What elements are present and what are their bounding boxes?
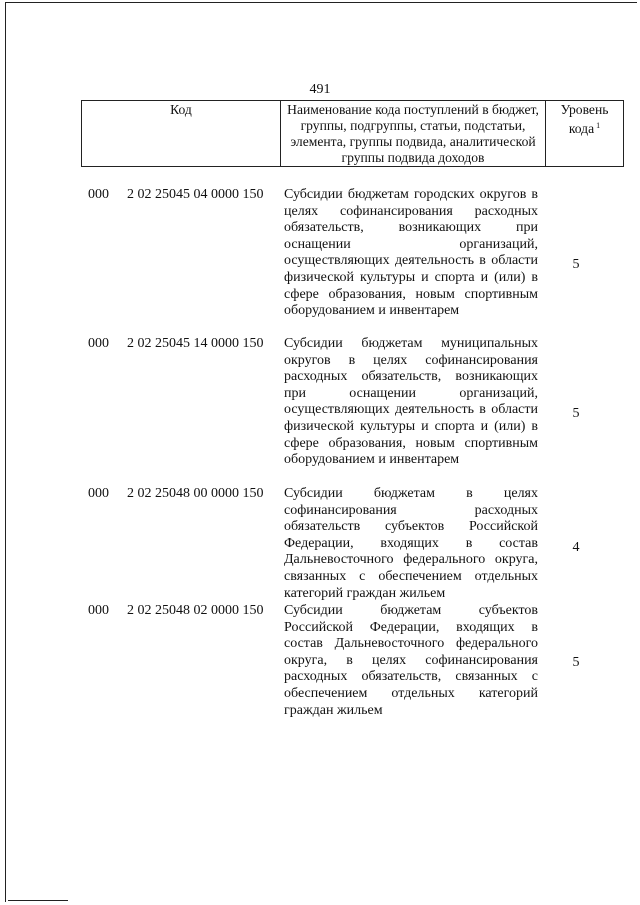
row-income-name: Субсидии бюджетам городских округов в целях софинансирования расходных обязательств, возникающих при оснащении организаций, осуществляющих деятельность в области физической культуры и спорта и (или) в сфере образования, новым спортивным оборудованием и инвентарем [284, 187, 538, 319]
header-code-label: Код [170, 102, 192, 117]
row-income-name: Субсидии бюджетам муниципальных округов в целях софинансирования расходных обязательств, возникающих при оснащении организаций, осуществляющих деятельность в области физической культуры и спорта и (или) в сфере образования, новым спортивным оборудованием и инвентарем [284, 336, 538, 468]
header-level-cell [546, 101, 624, 167]
row-level: 5 [572, 257, 580, 272]
footnote-separator [8, 900, 68, 901]
row-admin-code: 000 [88, 187, 109, 202]
row-level: 4 [572, 540, 580, 555]
row-admin-code: 000 [88, 486, 109, 501]
row-admin-code: 000 [88, 603, 109, 618]
header-level-footnote: 1 [596, 121, 601, 130]
row-income-code: 2 02 25048 00 0000 150 [127, 486, 264, 501]
row-admin-code: 000 [88, 336, 109, 351]
header-name-label: Наименование кода поступлений в бюджет, группы, подгруппы, статьи, подстатьи, элемента, группы подвида, аналитической группы подвида доходов [287, 102, 539, 165]
row-income-name: Субсидии бюджетам субъектов Российской Федерации, входящих в состав Дальневосточного федерального округа, в целях софинансирования расходных обязательств, связанных с обеспечением отдельных категорий граждан жильем [284, 603, 538, 718]
header-name-cell [281, 101, 546, 167]
row-level: 5 [572, 406, 580, 421]
header-level-label: Уровень кода [560, 102, 609, 136]
header-code-cell [82, 101, 281, 167]
row-income-code: 2 02 25048 02 0000 150 [127, 603, 264, 618]
page-number: 491 [309, 82, 331, 97]
row-income-code: 2 02 25045 14 0000 150 [127, 336, 264, 351]
table-header [81, 100, 624, 167]
row-level: 5 [572, 655, 580, 670]
row-income-name: Субсидии бюджетам в целях софинансирования расходных обязательств субъектов Российской Федерации, входящих в состав Дальневосточного федерального округа, связанных с обеспечением отдельных категорий граждан жильем [284, 486, 538, 601]
row-income-code: 2 02 25045 04 0000 150 [127, 187, 264, 202]
